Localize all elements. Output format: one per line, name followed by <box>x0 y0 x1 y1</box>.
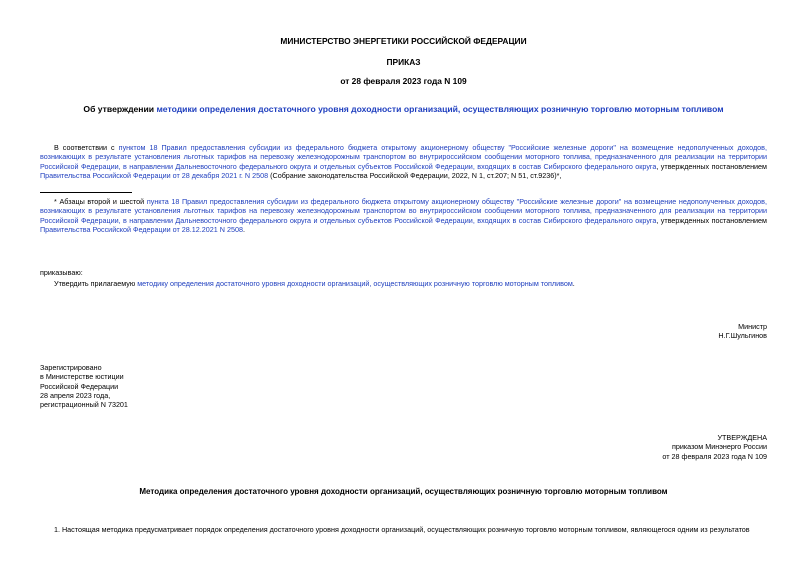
document-date-number: от 28 февраля 2023 года N 109 <box>340 76 467 86</box>
registration-line-4: 28 апреля 2023 года, <box>40 391 111 401</box>
registration-line-5: регистрационный N 73201 <box>40 400 128 410</box>
registration-line-2: в Министерстве юстиции <box>40 372 124 382</box>
ministry-heading: МИНИСТЕРСТВО ЭНЕРГЕТИКИ РОССИЙСКОЙ ФЕДЕРАЦИИ <box>280 36 527 46</box>
preamble-text-3: (Собрание законодательства Российской Федерации, 2022, N 1, ст.207; N 51, ст.9236)*, <box>268 171 562 181</box>
order-link-methodology[interactable]: методику определения достаточного уровня доходности организаций, осуществляющих розничную торговлю моторным топливом <box>137 279 573 288</box>
methodology-title: Методика определения достаточного уровня доходности организаций, осуществляющих розничную торговлю моторным топливом <box>139 487 668 496</box>
order-paragraph <box>40 279 767 288</box>
approval-line-2: приказом Минэнерго России <box>671 442 767 452</box>
registration-line-3: Российской Федерации <box>40 381 119 391</box>
preamble-paragraph <box>40 143 767 180</box>
approval-line-3: от 28 февраля 2023 года N 109 <box>662 451 767 461</box>
signature-name: Н.Г.Шульгинов <box>718 331 767 341</box>
registration-line-1: Зарегистрировано <box>40 363 102 372</box>
methodology-paragraph-1: 1. Настоящая методика предусматривает порядок определения достаточного уровня доходности организаций, осуществляющих розничную торговлю моторным топливом, являющегося одним из результатов <box>54 525 750 534</box>
order-text-1: Утвердить прилагаемую <box>54 279 138 288</box>
approval-block <box>662 433 767 461</box>
preamble-text-2: , утвержденных постановлением <box>656 161 767 171</box>
approval-line-1: УТВЕРЖДЕНА <box>717 433 767 442</box>
document-type: ПРИКАЗ <box>386 57 421 67</box>
document-title-link[interactable]: методики определения достаточного уровня доходности организаций, осуществляющих розничную торговлю моторным топливом <box>156 104 724 114</box>
order-word: приказываю: <box>40 268 83 277</box>
preamble-text-1: В соответствии с <box>54 143 119 152</box>
footnote-link-rules[interactable]: пункта 18 Правил предоставления субсидии из федерального бюджета открытому акционерному обществу "Российские железные дороги" на возмещение недополученных доходов, возникающих в результате установления льготных тарифов на перевозку железнодорожным транспортом во внутрироссийском сообщении моторного топлива, предназначенного для реализации на территории Российской Федерации, в направлении Дальневосточного федерального округа и отдельных субъектов Российской Федерации, входящих в состав Сибирского федерального округа <box>40 197 767 225</box>
preamble-link-rules[interactable]: пунктом 18 Правил предоставления субсидии из федерального бюджета открытому акционерному обществу "Российские железные дороги" на возмещение недополученных доходов, возникающих в результате установления льготных тарифов на перевозку железнодорожным транспортом во внутрироссийском сообщении моторного топлива, предназначенного для реализации на территории Российской Федерации, в направлении Дальневосточного федерального округа и отдельных субъектов Российской Федерации, входящих в состав Сибирского федерального округа <box>40 143 767 171</box>
registration-block <box>40 363 128 410</box>
order-text-2: . <box>572 279 575 288</box>
signature-position: Министр <box>738 322 767 331</box>
footnote-text-1: * Абзацы второй и шестой <box>54 197 147 206</box>
footnote-paragraph <box>40 197 767 234</box>
document-title-prefix: Об утверждении <box>83 104 157 114</box>
preamble-link-resolution[interactable]: Правительства Российской Федерации от 28 декабря 2021 г. N 2508 <box>40 171 269 181</box>
document-title <box>0 104 807 115</box>
footnote-text-2: , утвержденных постановлением <box>656 215 767 225</box>
footnote-divider <box>40 192 132 193</box>
signature-block <box>718 322 767 341</box>
footnote-text-3: . <box>242 225 245 235</box>
footnote-link-resolution[interactable]: Правительства Российской Федерации от 28.12.2021 N 2508 <box>40 225 243 235</box>
